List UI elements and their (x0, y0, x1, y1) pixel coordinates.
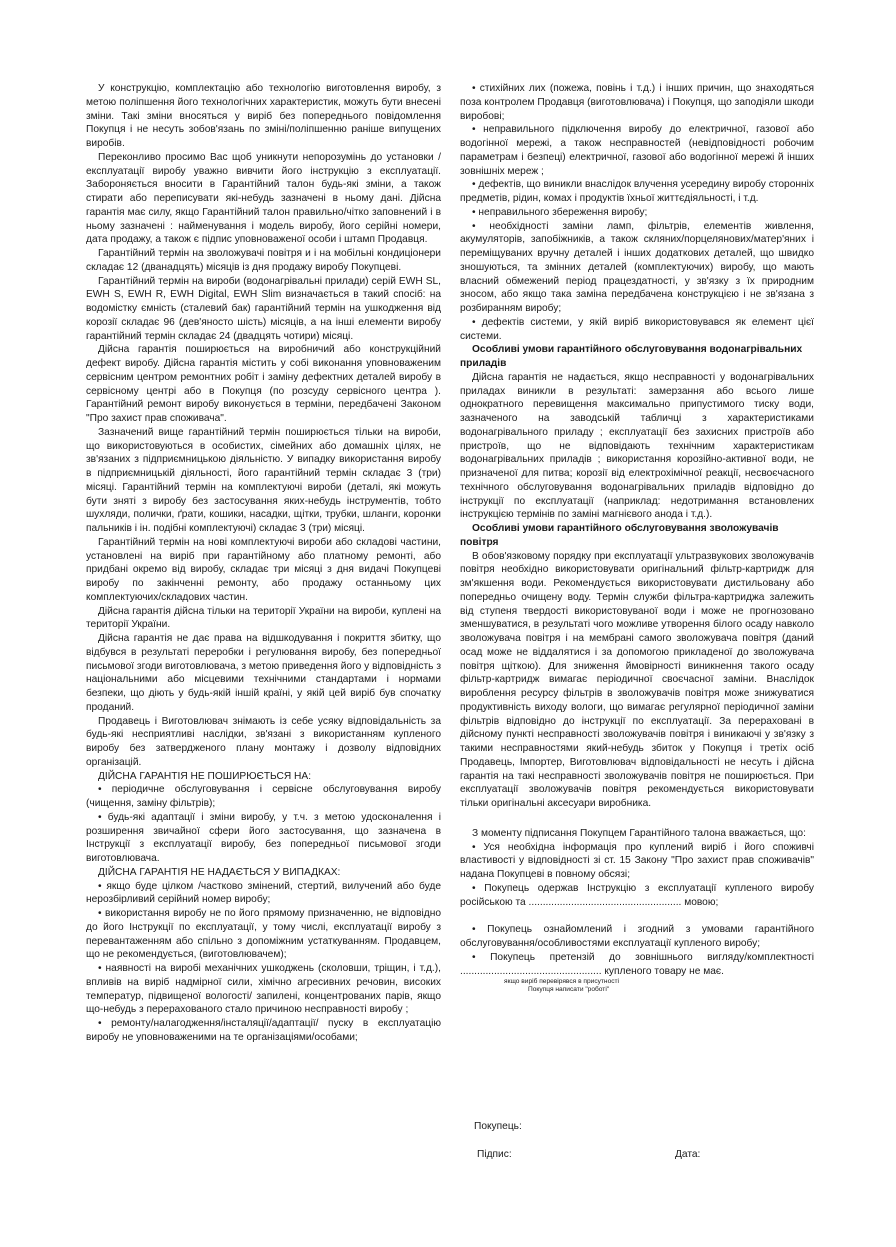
left-column (86, 82, 441, 1045)
section-heading: ДІЙСНА ГАРАНТІЯ НЕ НАДАЄТЬСЯ У ВИПАДКАХ: (98, 866, 341, 878)
paragraph: У конструкцію, комплектацію або технологію виготовлення виробу, з метою поліпшення його технологічних характеристик, можуть бути внесені зміни. Такі зміни вносяться у виріб без попереднього повідомлення Покупця і не несуть зобов'язань по зміні/поліпшенню раніше випущених виробів. (86, 83, 441, 149)
section-heading: ДІЙСНА ГАРАНТІЯ НЕ ПОШИРЮЄТЬСЯ НА: (98, 770, 312, 782)
right-column (460, 82, 814, 994)
list-item: • неправильного підключення виробу до електричної, газової або водогінної мережі, а також несправностей (невідповідності робочим параметрам і безпеці) електричної, газової або водогінної мережі й інших зовнішніх мереж ; (460, 124, 814, 177)
date-label: Дата: (675, 1149, 701, 1160)
paragraph: Гарантійний термін на вироби (водонагрівальні прилади) серій EWH SL, EWH S, EWH R, EWH Digital, EWH Slim визначається в такий спосіб: на водомістку ємність (сталевий бак) гарантійний термін на ушкодження від корозії складає 96 (дев'яносто шість) місяців, а на інші елементи виробу гарантійний термін складає 24 (двадцять чотири) місяці. (86, 275, 441, 342)
list-item: • дефектів системи, у якій виріб використовувався як елемент цієї системи. (460, 316, 814, 342)
list-item: • Покупець одержав Інструкцію з експлуатації купленого виробу російською та ...................................................... мовою; (460, 882, 814, 908)
paragraph: Дійсна гарантія не надається, якщо несправності у водонагрівальних приладах виникли в результаті: замерзання або всього лише однократного перевищення максимально припустимого тиску води, зазначеного на заводській табличці з характеристиками водонагрівального приладу ; експлуатації без захисних пристроїв або пристроїв, що не відповідають технічним характеристикам водонагрівальних приладів ; використання корозійно-активної води, не призначеної для питва; корозії від електрохімічної реакції, несвоєчасного технічного обслуговування водонагрівальних приладів відповідно до інструкції по експлуатації (наприклад: недотримання встановлених інструкцією термінів по заміні магнієвого анода і т.д.). (460, 371, 814, 521)
list-item: • періодичне обслуговування і сервісне обслуговування виробу (чищення, заміну фільтрів); (86, 784, 441, 809)
paragraph: Продавець і Виготовлювач знімають із себе усяку відповідальність за будь-які несприятливі наслідки, зв'язані з використанням купленого виробу без затвердженого плану монтажу і дозволу відповідних організацій. (86, 715, 441, 768)
section-heading: Особливі умови гарантійного обслуговування водонагрівальних приладів (460, 344, 803, 369)
list-item: • будь-які адаптації і зміни виробу, у т.ч. з метою удосконалення і розширення звичайної сфери його застосування, що зазначена в Інструкції з експлуатації виробу, без попередньої письмової згоди виготовлювача. (86, 811, 441, 864)
paragraph: Дійсна гарантія поширюється на виробничий або конструкційний дефект виробу. Дійсна гарантія містить у собі виконання уповноваженим сервісним центром ремонтних робіт і заміну дефектних деталей виробу в сервісному центрі або в Покупця (по розсуду сервісного центра ). Гарантійний ремонт виробу виконується в терміни, передбачені Законом "Про захист прав споживача". (86, 344, 441, 424)
paragraph: З моменту підписання Покупцем Гарантійного талона вважається, що: (472, 827, 806, 839)
list-item: • необхідності заміни ламп, фільтрів, елементів живлення, акумуляторів, запобіжників, а також скляних/порцелянових/матер'яних і переміщуваних вручну деталей і інших додаткових деталей, що швидко зношуються, та змінних деталей (комплектуючих) виробу, що мають власний обмежений період працездатності, у зв'язку з їх природним зносом, або якщо така заміна передбачена конструкцією і не зв'язана з розбиранням виробу; (460, 220, 814, 314)
footnote-line: якщо виріб перевірявся в присутності (504, 978, 620, 986)
paragraph: Гарантійний термін на нові комплектуючі вироби або складові частини, установлені на виріб при гарантійному або платному ремонті, або придбані окремо від виробу, складає три місяці з дня видачі Покупцеві виробу по закінченні ремонту, або продажу останньому цих комплектуючих/складових частин. (86, 536, 441, 603)
list-item: • стихійних лих (пожежа, повінь і т.д.) і інших причин, що знаходяться поза контролем Продавця (виготовлювача) і Покупця, що заподіяли шкоди виробові; (460, 83, 814, 122)
signature-label: Підпис: (477, 1149, 512, 1160)
list-item: • Уся необхідна інформація про куплений виріб і його споживчі властивості у відповідності зі ст. 15 Закону "Про захист прав споживачів" надана Покупцеві в повному обсязі; (460, 841, 814, 880)
list-item: • дефектів, що виникли внаслідок влучення усередину виробу сторонніх предметів, рідин, комах і продуктів їхньої життєдіяльності, і т.д. (460, 179, 814, 204)
list-item: • якщо буде цілком /частково змінений, стертий, вилучений або буде нерозбірливий серійний номер виробу; (86, 880, 441, 906)
buyer-label: Покупець: (474, 1121, 522, 1132)
paragraph: Гарантійний термін на зволожувачі повітря и і на мобільні кондиціонери складає 12 (дванадцять) місяців із дня продажу виробу Покупцеві. (86, 248, 441, 273)
paragraph: Переконливо просимо Вас щоб уникнути непорозумінь до установки /експлуатації виробу уважно вивчити його інструкцію з експлуатації. Забороняється вносити в Гарантійний талон будь-які зміни, а також стирати або переписувати які-небудь зазначені в ньому дані. Дійсна гарантія має силу, якщо Гарантійний талон правильно/чітко заповнений і в ньому зазначені : найменування і модель виробу, його серійні номери, дата продажу, а також є підпис уповноваженої особи і штамп Продавця. (86, 151, 441, 246)
section-heading: Особливі умови гарантійного обслуговування зволожувачів повітря (460, 523, 779, 548)
list-item: • наявності на виробі механічних ушкоджень (сколовши, тріщин, і т.д.), впливів на виріб надмірної сили, хімічно агресивних речовин, високих температур, підвищеної вологості/ запилені, концентрованих парів, якщо що-небудь з перерахованого стало причиною несправності виробу ; (86, 963, 441, 1016)
list-item: • неправильного збереження виробу; (472, 206, 648, 218)
list-item: • ремонту/налагодження/інсталяції/адаптації/ пуску в експлуатацію виробу не уповноваженими на те організаціями/особами; (86, 1018, 441, 1043)
list-item: • використання виробу не по його прямому призначенню, не відповідно до його Інструкції по експлуатації, у тому числі, експлуатації виробу з перевантаженням або спільно з допоміжним устаткуванням. Продавцем, що не рекомендується, (виготовлювачем); (86, 908, 441, 961)
paragraph: В обов'язковому порядку при експлуатації ультразвукових зволожувачів повітря необхідно використовувати оригінальний фільтр-картридж для зм'якшення води. Рекомендується використовувати дистильовану або попередньо очищену воду. Термін служби фільтра-картриджа залежить від ступеня твердості використовуваної води і може не прогнозовано зменшуватися, в результаті чого можливе утворення білого осаду навколо зволожувача повітря і на мембрані самого зволожувача повітря (даний осад може не віддалятися і за допомогою прикладеної до зволожувача повітря щіткою). Для зниження ймовірності виникнення такого осаду фільтр-картридж вимагає періодичної своєчасної заміни. Внаслідок вироблення ресурсу фільтрів в зволожувачів повітря може знижуватися продуктивність виходу вологи, що вимагає регулярної періодичної заміни фільтрів відповідно до інструкції по експлуатації. За перераховані в дійсному пункті несправності зволожувачів повітря і виникаючі у зв'язку з такими несправностями який-небудь збиток у Покупця і третіх осіб Продавець, Імпортер, Виготовлювач відповідальності не несуть і дійсна гарантія на такі несправності зволожувачів повітря не поширюється. При експлуатації зволожувачів повітря рекомендується використовувати тільки оригінальні аксесуари виробника. (460, 550, 814, 809)
paragraph: Дійсна гарантія не дає права на відшкодування і покриття збитку, що відбувся в результаті переробки і регулювання виробу, без попередньої письмової згоди виготовлювача, з метою приведення його у відповідність з національними або місцевими технічними стандартами і нормами безпеки, що діють у будь-якій іншій країні, у якій цей виріб був спочатку проданий. (86, 633, 441, 713)
footnote-line: Покупця написати "роботі" (528, 986, 610, 994)
list-item: • Покупець ознайомлений і згодний з умовами гарантійного обслуговування/особливостями експлуатації купленого виробу; (460, 924, 814, 949)
paragraph: Дійсна гарантія дійсна тільки на території України на вироби, куплені на території України. (86, 605, 441, 631)
list-item: • Покупець претензій до зовнішнього вигляду/комплектності .................................................. купленого товару не має. (460, 951, 814, 977)
paragraph: Зазначений вище гарантійний термін поширюється тільки на вироби, що використовуються в особистих, сімейних або домашніх цілях, не зв'язаних з підприємницькою діяльністю. У випадку використання виробу в підприємницькій діяльності, його гарантійний термін складає 3 (три) місяці. Гарантійний термін на комплектуючі вироби (деталі, які можуть бути зняті з виробу без застосування яких-небудь інструментів, тобто шухляди, полички, ґрати, кошики, насадки, щітки, трубки, шланги, коронки пальників і ін. подібні комплектуючі) складає 3 (три) місяці. (86, 426, 441, 534)
